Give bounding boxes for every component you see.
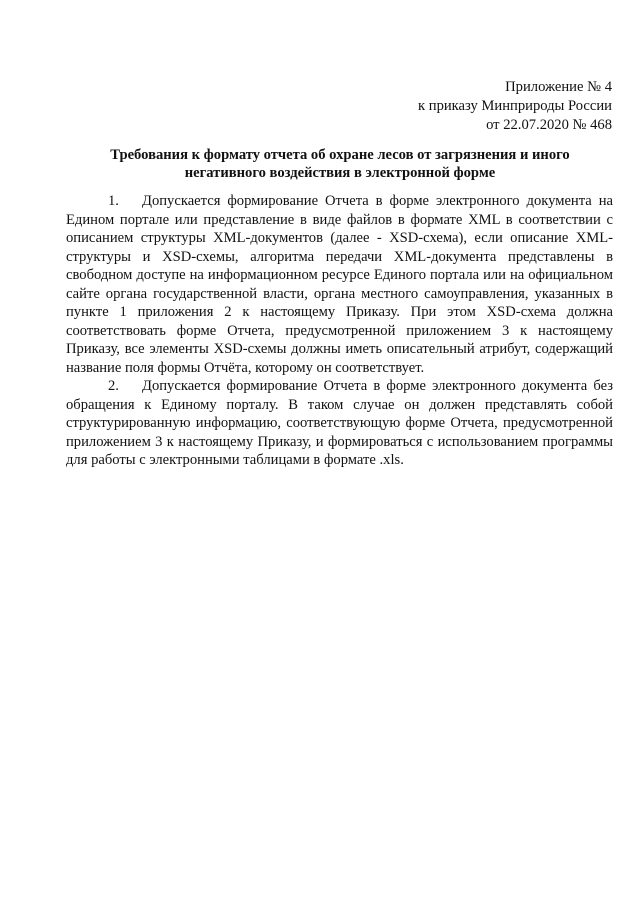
paragraph-1-number: 1. bbox=[108, 193, 119, 209]
paragraph-1 bbox=[66, 192, 613, 377]
paragraph-2-number: 2. bbox=[108, 378, 119, 394]
title-line-2: негативного воздействия в электронной форме bbox=[184, 165, 496, 181]
order-reference: к приказу Минприроды России bbox=[418, 98, 612, 114]
paragraph-2-text: Допускается формирование Отчета в форме электронного документа без обращения к Единому порталу. В таком случае он должен представлять собой структурированную информацию, соответствующую форме Отчета, предусмотренной приложением 3 к настоящему Приказу, и формироваться с использованием программы для работы с электронными таблицами в формате .xls. bbox=[66, 378, 613, 468]
document-body bbox=[66, 192, 613, 470]
document-title bbox=[60, 146, 620, 182]
appendix-header bbox=[282, 78, 612, 135]
paragraph-1-text: Допускается формирование Отчета в форме электронного документа на Едином портале или представление в виде файлов в формате XML в соответствии с описанием структуры XML-документов (далее - XSD-схема), если описание XML-структуры и XSD-схемы, алгоритма передачи XML-документа представлены в свободном доступе на информационном ресурсе Единого портала или на официальном сайте органа государственной власти, органа местного самоуправления, указанных в пункте 1 приложения 2 к настоящему Приказу. При этом XSD-схема должна соответствовать форме Отчета, предусмотренной приложением 3 к настоящему Приказу, все элементы XSD-схемы должны иметь описательный атрибут, содержащий название поля формы Отчёта, которому он соответствует. bbox=[66, 193, 613, 376]
title-line-1: Требования к формату отчета об охране лесов от загрязнения и иного bbox=[110, 147, 570, 163]
appendix-number: Приложение № 4 bbox=[505, 79, 612, 95]
order-date: от 22.07.2020 № 468 bbox=[486, 117, 612, 133]
paragraph-2 bbox=[66, 377, 613, 470]
